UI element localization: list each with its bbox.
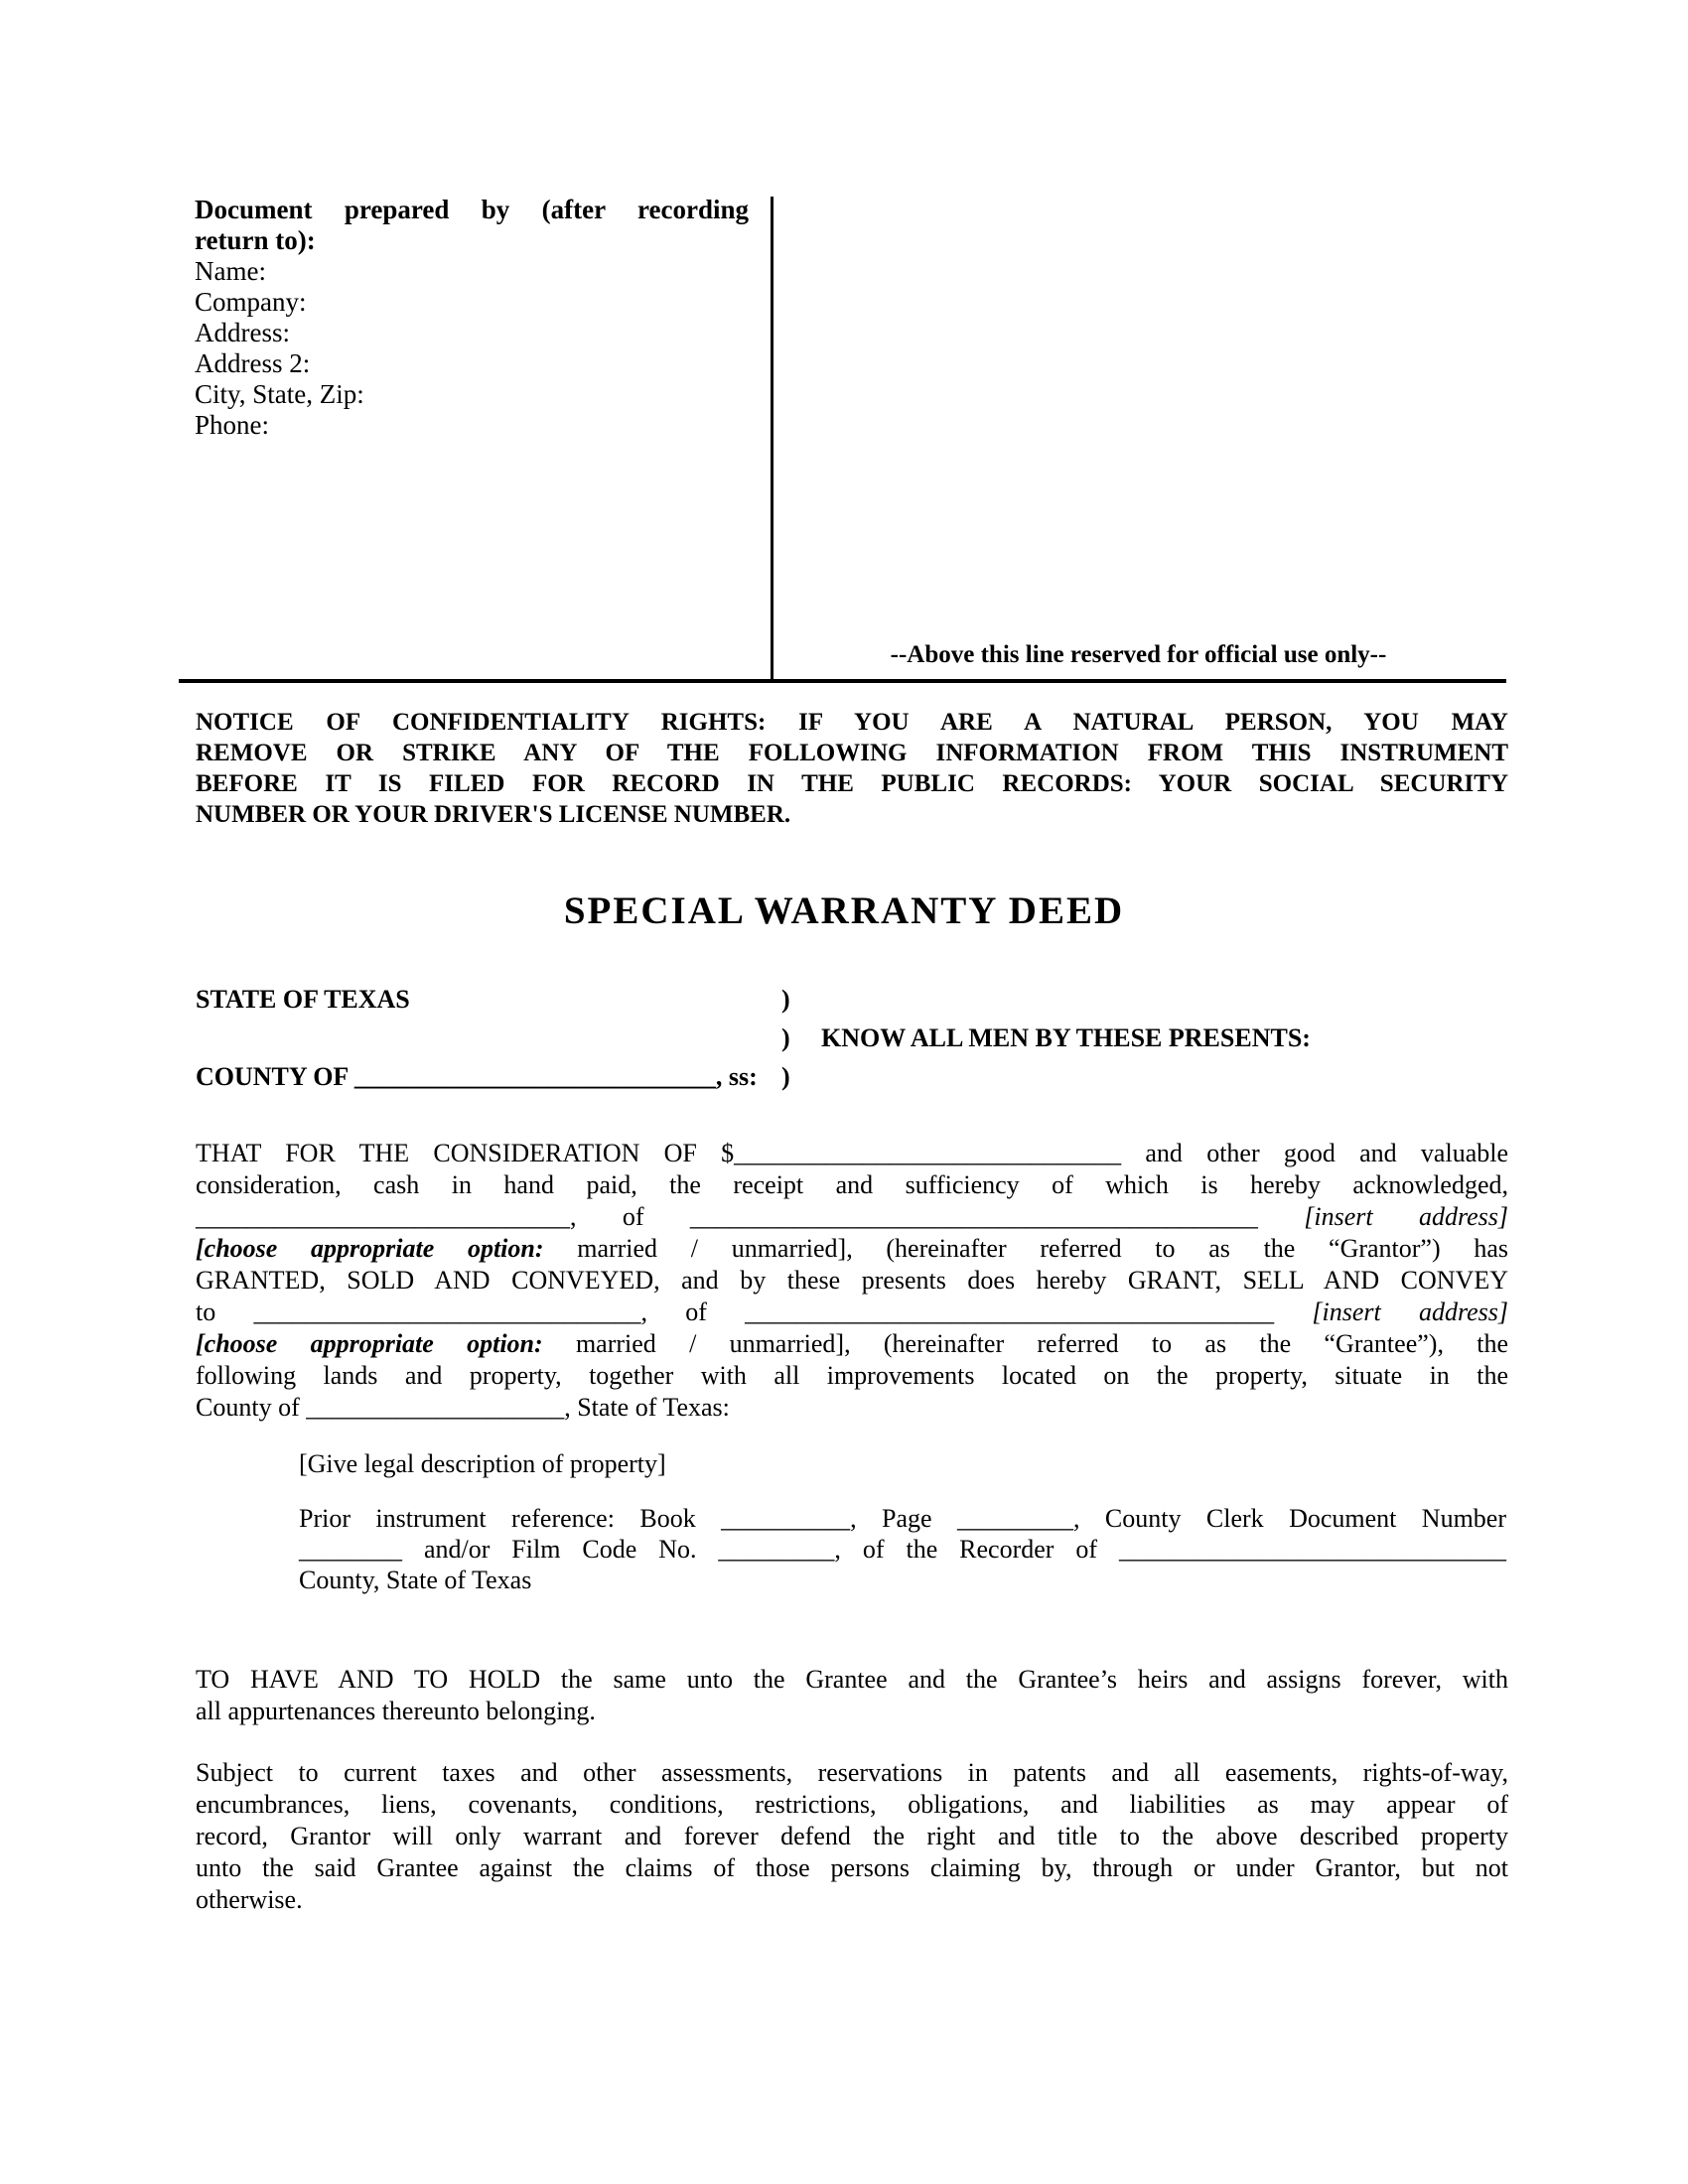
text-line xyxy=(195,379,749,410)
text-line xyxy=(196,1852,1508,1884)
text-line xyxy=(196,1696,1508,1727)
text-segment: County of ____________________, State of Texas: xyxy=(196,1393,730,1422)
text-line xyxy=(196,1265,1508,1297)
text-segment: consideration, cash in hand paid, the receipt and sufficiency of which is hereby acknowledged, xyxy=(196,1170,1508,1199)
confidentiality-notice xyxy=(196,707,1508,830)
text-line xyxy=(195,225,749,256)
jurat-block xyxy=(196,985,1508,1101)
text-line xyxy=(196,768,1508,799)
text-segment: NOTICE OF CONFIDENTIALITY RIGHTS: IF YOU ARE A NATURAL PERSON, YOU MAY xyxy=(196,709,1508,736)
text-segment: to ______________________________, of _________________________________________ xyxy=(196,1297,1313,1326)
know-all-men-label: KNOW ALL MEN BY THESE PRESENTS: xyxy=(821,1024,1311,1052)
reserved-area-rule xyxy=(179,679,1506,683)
text-segment: TO HAVE AND TO HOLD the same unto the Grantee and the Grantee’s heirs and assigns forever, with xyxy=(196,1665,1508,1694)
emphasized-text: [choose appropriate option: xyxy=(196,1329,543,1358)
text-line xyxy=(196,1201,1508,1233)
text-line xyxy=(195,348,749,379)
text-segment: all appurtenances thereunto belonging. xyxy=(196,1697,596,1725)
text-segment: following lands and property, together with all improvements located on the property, situate in the xyxy=(196,1361,1508,1390)
official-use-note: --Above this line reserved for official use only-- xyxy=(890,641,1387,668)
jurat-spacer xyxy=(821,1062,1508,1088)
text-line xyxy=(196,738,1508,768)
text-segment: encumbrances, liens, covenants, conditions, restrictions, obligations, and liabilities as may appear of xyxy=(196,1790,1508,1819)
text-line xyxy=(299,1565,1506,1595)
text-line xyxy=(195,410,749,441)
text-line xyxy=(196,1392,1508,1424)
prior-instrument-reference xyxy=(299,1503,1506,1595)
text-segment: return to): xyxy=(195,225,316,255)
text-line xyxy=(196,1233,1508,1265)
text-segment: County, State of Texas xyxy=(299,1566,532,1594)
text-segment: Phone: xyxy=(195,410,270,440)
text-segment: Address: xyxy=(195,318,290,347)
text-line xyxy=(196,1169,1508,1201)
text-segment: _____________________________, of ____________________________________________ xyxy=(196,1202,1305,1231)
text-line xyxy=(196,707,1508,738)
text-segment: Address 2: xyxy=(195,348,311,378)
closing-paren: ) xyxy=(781,1024,790,1052)
text-segment: Prior instrument reference: Book __________, Page _________, County Clerk Document Number xyxy=(299,1504,1506,1533)
emphasized-text: [choose appropriate option: xyxy=(196,1234,544,1263)
text-line xyxy=(196,1360,1508,1392)
text-segment: married / unmarried], (hereinafter referred to as the “Grantee”), the xyxy=(542,1329,1508,1358)
text-segment: married / unmarried], (hereinafter referred to as the “Grantor”) has xyxy=(543,1234,1508,1263)
text-segment: otherwise. xyxy=(196,1885,303,1914)
state-of-texas-label: STATE OF TEXAS xyxy=(196,985,410,1014)
text-line xyxy=(196,1138,1508,1169)
county-of-line: COUNTY OF ____________________________, ss: xyxy=(196,1062,758,1091)
prepared-by-fields xyxy=(195,256,749,441)
text-line xyxy=(196,1821,1508,1852)
text-line xyxy=(299,1534,1506,1565)
text-line xyxy=(196,1789,1508,1821)
text-line xyxy=(196,1884,1508,1916)
legal-description-placeholder: [Give legal description of property] xyxy=(299,1449,666,1478)
text-line xyxy=(299,1503,1506,1534)
text-segment: Subject to current taxes and other assessments, reservations in patents and all easements, rights-of-way, xyxy=(196,1758,1508,1787)
text-line xyxy=(196,799,1508,830)
text-line xyxy=(195,256,749,287)
text-line xyxy=(196,1297,1508,1328)
emphasized-text: [insert address] xyxy=(1312,1297,1508,1326)
text-line xyxy=(196,1328,1508,1360)
jurat-spacer xyxy=(196,1024,781,1049)
text-segment: City, State, Zip: xyxy=(195,379,364,409)
text-line xyxy=(195,195,749,225)
granting-paragraph xyxy=(196,1138,1508,1424)
text-segment: REMOVE OR STRIKE ANY OF THE FOLLOWING INFORMATION FROM THIS INSTRUMENT xyxy=(196,740,1508,766)
warranty-paragraph xyxy=(196,1757,1508,1916)
text-segment: NUMBER OR YOUR DRIVER'S LICENSE NUMBER. xyxy=(196,801,791,828)
text-segment: BEFORE IT IS FILED FOR RECORD IN THE PUBLIC RECORDS: YOUR SOCIAL SECURITY xyxy=(196,770,1508,797)
text-segment: GRANTED, SOLD AND CONVEYED, and by these presents does hereby GRANT, SELL AND CONVEY xyxy=(196,1266,1508,1295)
text-segment: ________ and/or Film Code No. _________, of the Recorder of ______________________________ xyxy=(299,1535,1506,1564)
text-segment: Document prepared by (after recording xyxy=(195,195,749,224)
vertical-divider-line xyxy=(771,197,774,682)
document-title: SPECIAL WARRANTY DEED xyxy=(563,889,1125,932)
text-segment: unto the said Grantee against the claims of those persons claiming by, through or under Grantor, but not xyxy=(196,1853,1508,1882)
text-segment: record, Grantor will only warrant and forever defend the right and title to the above described property xyxy=(196,1822,1508,1850)
jurat-spacer xyxy=(821,985,1508,1011)
emphasized-text: [insert address] xyxy=(1304,1202,1508,1231)
closing-paren: ) xyxy=(781,1062,790,1091)
closing-paren: ) xyxy=(781,985,790,1014)
text-line xyxy=(196,1664,1508,1696)
text-segment: Company: xyxy=(195,287,307,317)
text-segment: THAT FOR THE CONSIDERATION OF $______________________________ and other good and valuable xyxy=(196,1139,1508,1167)
text-line xyxy=(195,287,749,318)
habendum-paragraph xyxy=(196,1664,1508,1727)
text-line xyxy=(195,318,749,348)
prepared-by-title xyxy=(195,195,749,256)
text-segment: Name: xyxy=(195,256,266,286)
prepared-by-box xyxy=(195,195,749,441)
text-line xyxy=(196,1757,1508,1789)
